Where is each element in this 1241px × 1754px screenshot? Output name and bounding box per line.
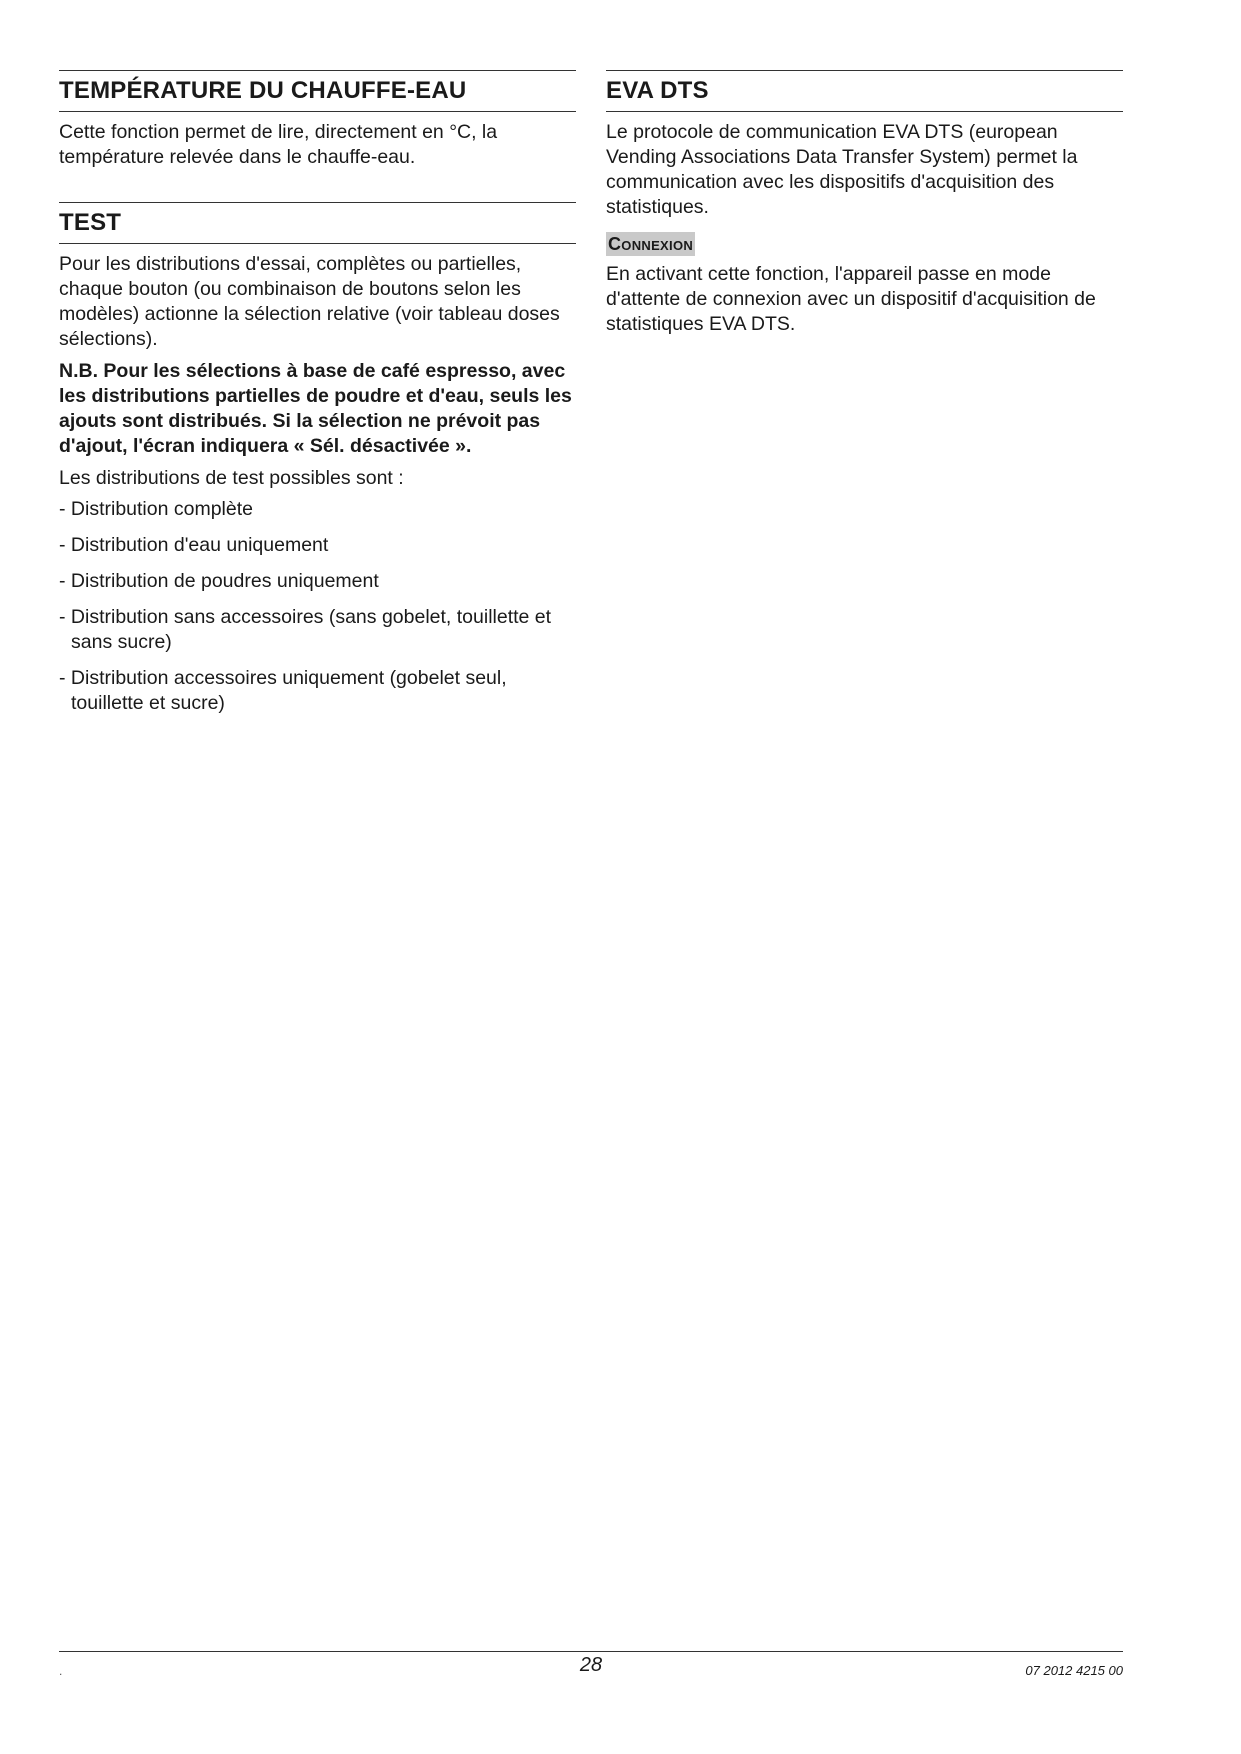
document-reference: 07 2012 4215 00: [1025, 1663, 1123, 1678]
test-list-intro: Les distributions de test possibles sont :: [59, 467, 404, 489]
list-item: - Distribution complète: [59, 498, 253, 520]
test-intro: Pour les distributions d'essai, complètes ou partielles, chaque bouton (ou combinaison de boutons selon les modèles) actionne la sélection relative (voir tableau doses sélections).: [59, 253, 560, 350]
temperature-body: Cette fonction permet de lire, directement en °C, la température relevée dans le chauffe-eau.: [59, 121, 498, 168]
list-item: - Distribution sans accessoires (sans gobelet, touillette et sans sucre): [59, 606, 552, 653]
footer-rule: [59, 1651, 1123, 1652]
eva-dts-body: Le protocole de communication EVA DTS (european Vending Associations Data Transfer System) permet la communication avec les dispositifs d'acquisition des statistiques.: [606, 121, 1078, 218]
subsection-title-connexion: Connexion: [608, 234, 694, 254]
list-item: - Distribution de poudres uniquement: [59, 570, 379, 592]
right-column: [606, 70, 1123, 337]
connexion-body: En activant cette fonction, l'appareil passe en mode d'attente de connexion avec un dispositif d'acquisition de statistiques EVA DTS.: [606, 263, 1096, 335]
test-note: N.B. Pour les sélections à base de café espresso, avec les distributions partielles de poudre et d'eau, seuls les ajouts sont distribués. Si la sélection ne prévoit pas d'ajout, l'écran indiquera « Sél. désactivée ».: [59, 360, 572, 457]
list-item: - Distribution accessoires uniquement (gobelet seul, touillette et sucre): [59, 667, 507, 714]
section-title-temperature: TEMPÉRATURE DU CHAUFFE-EAU: [59, 70, 576, 112]
section-title-eva-dts: EVA DTS: [606, 70, 1123, 112]
left-column: [59, 70, 576, 727]
footer-dot: .: [59, 1664, 63, 1678]
test-list: [59, 497, 576, 716]
list-item: - Distribution d'eau uniquement: [59, 534, 329, 556]
page-number: 28: [579, 1654, 603, 1676]
section-title-test: TEST: [59, 202, 576, 244]
